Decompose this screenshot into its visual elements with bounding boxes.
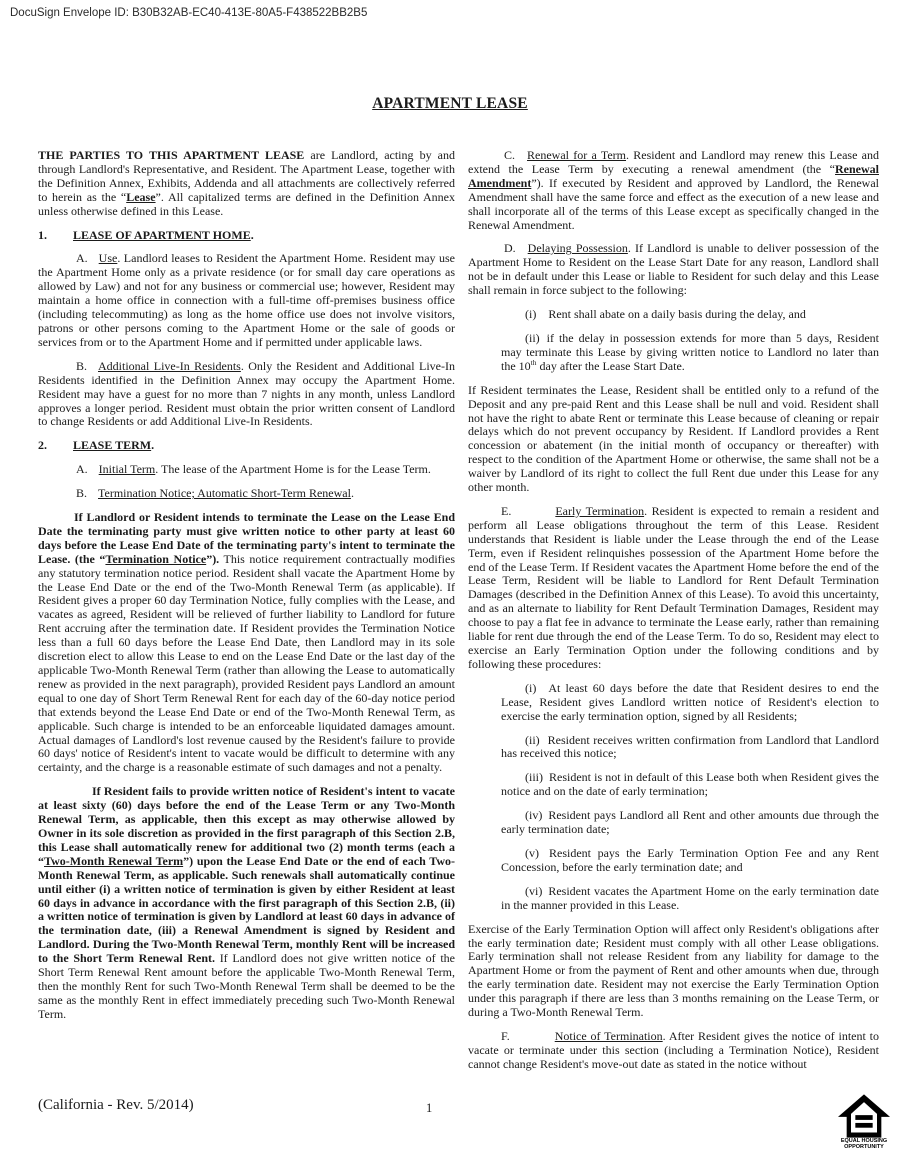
text-run: Rent shall abate on a daily basis during the delay, and xyxy=(548,307,806,322)
text-run: . xyxy=(350,486,354,501)
text-run: Resident pays the Early Termination Option Fee and any Rent Concession, before the early termination date; and xyxy=(501,845,879,874)
section-2a-initial-term xyxy=(38,463,455,477)
text-run: Termination Notice; Automatic Short-Term Renewal xyxy=(98,486,351,501)
text-run: If Resident fails to provide written notice of Resident's intent to vacate at least sixty (60) days before the end of the Lease Term or any Two-Month Renewal Term, as applicable, then this except as may otherwise allowed by Owner in its sole discretion as provided in the first paragraph of this Section 2.B, this Lease shall automatically renew for additional two (2) month terms (each a “ xyxy=(38,784,455,868)
text-run: if the delay in possession extends for more than 5 days, Resident may terminate this Lease by giving written notice to Landlord no later than the 10 xyxy=(501,330,879,373)
text-run: Resident vacates the Apartment Home on the early termination date in the manner provided in this Lease. xyxy=(501,883,879,912)
equal-housing-opportunity-logo xyxy=(833,1094,895,1150)
text-run: (i) xyxy=(525,680,537,695)
text-run: Renewal Amendment xyxy=(468,161,879,190)
page-title xyxy=(0,95,900,113)
docusign-envelope-id: DocuSign Envelope ID: B30B32AB-EC40-413E-80A5-F438522BB2B5 xyxy=(10,7,368,19)
early-termination-item-i xyxy=(468,682,879,724)
text-run: D. xyxy=(504,241,516,256)
text-run: LEASE OF APARTMENT HOME xyxy=(73,227,251,242)
text-run: day after the Lease Start Date. xyxy=(536,358,685,373)
text-run: LEASE TERM xyxy=(73,438,152,453)
left-column xyxy=(38,149,455,1099)
section-2d-delaying-possession xyxy=(468,242,879,298)
text-run: This notice requirement contractually modifies any statutory termination notice period. Resident shall vacate the Apartment Home by the Lease End Date or the end of the Two-Month Renewal Term (as applicable). If Resident gives a proper 60 day Termination Notice, fully complies with the Lease, and vacates as agreed, Resident will be relieved of further liability to Landlord for future Rent accruing after the termination date. If Resident provides the Termination Notice less than a full 60 days before the Lease End Date, then Landlord may in its sole discretion elect to allow this Lease to end on the Lease End Date or the last day of the applicable Two-Month Renewal Term (rather than allowing the Lease to automatically renew as provided in the next paragraph), provided Resident pays Landlord an amount equal to one day of Short Term Renewal Rent for each day of the 60-day notice period that extends beyond the Lease End Date or end of the Two-Month Renewal Term, as applicable. Such charge is intended to be an enforceable liquidated damages amount. Actual damages of Landlord's lost revenue caused by the Resident's failure to provide 60 days' notice of Resident's intent to vacate would be difficult to determine with any certainty, and the charge is a reasonable estimate of such damages and not a penalty. xyxy=(38,551,455,775)
text-run: F. xyxy=(501,1028,510,1043)
page-number: 1 xyxy=(426,1101,433,1115)
section-2f-notice-of-termination xyxy=(468,1030,879,1072)
text-run: . xyxy=(250,227,254,242)
section-1a-use xyxy=(38,252,455,349)
text-run: . After Resident gives the notice of intent to vacate or terminate under this section (including a Termination Notice), Resident cannot change Resident's move-out date as stated in the notice without xyxy=(468,1028,879,1071)
refund-paragraph xyxy=(468,384,879,495)
equal-housing-house-icon xyxy=(838,1094,890,1138)
early-termination-item-v xyxy=(468,847,879,875)
text-run: 2. xyxy=(38,438,47,453)
section-2b-heading xyxy=(38,487,455,501)
text-run: B. xyxy=(76,486,88,501)
text-run: Initial Term xyxy=(98,462,156,477)
early-termination-item-ii xyxy=(468,734,879,762)
early-termination-item-iii xyxy=(468,771,879,799)
text-run: THE PARTIES TO THIS APARTMENT LEASE xyxy=(38,149,305,162)
early-termination-item-iv xyxy=(468,809,879,837)
text-run: At least 60 days before the date that Resident desires to end the Lease, Resident gives Landlord written notice of Resident's election to exercise the early termination option, signed by all Residents; xyxy=(501,680,879,723)
section-2e-early-termination xyxy=(468,505,879,672)
text-run: ”). xyxy=(206,551,220,566)
text-run: are Landlord, acting by and through Landlord's Representative, and Resident. The Apartment Lease, together with the Definition Annex, Exhibits, Addenda and all attachments are collectively referred to herein as the “ xyxy=(38,149,456,204)
document-body xyxy=(38,149,879,1099)
page-title-text: APARTMENT LEASE xyxy=(372,95,528,112)
text-run: (vi) xyxy=(525,883,543,898)
delay-item-i xyxy=(468,308,879,322)
text-run: C. xyxy=(504,149,516,162)
section-1b-additional-residents xyxy=(38,360,455,430)
section-2c-renewal-for-term xyxy=(468,149,879,232)
section-1-heading xyxy=(38,229,455,243)
text-run: Exercise of the Early Termination Option will affect only Resident's obligations after the early termination date; Resident must comply with all other Lease obligations. Early termination shall not release Resident from any liability for damage to the Apartment Home or from the payment of Rent and other amounts when due, through the early termination date. Resident may not exercise the Early Termination Option under this paragraph if there are less than 3 months remaining on the Lease Term, or during a Two-Month Renewal Term. xyxy=(468,921,879,1020)
text-run: Resident pays Landlord all Rent and other amounts due through the early termination date; xyxy=(501,808,879,837)
exercise-option-paragraph xyxy=(468,923,879,1020)
text-run: . Resident is expected to remain a resident and perform all Lease obligations throughout the term of this Lease. Resident understands that Resident is liable under the Lease through the end of the Lease Term, even if Resident relinquishes possession of the Apartment Home before the end of the Lease Term. If Resident vacates the Apartment Home before the end of the Lease Term, Resident will be liable to Landlord for Rent Default Termination Damages (described in the Definition Annex of this Lease). To avoid this uncertainty, and as an alternate to liability for Rent Default Termination Damages, Resident may choose to pay a flat fee in advance to terminate the Lease early, rather than remaining liable for rent due through the end of the Lease Term. To do so, Resident may elect to exercise an Early Termination Option under the following conditions and by following these procedures: xyxy=(468,503,879,671)
delay-item-ii xyxy=(468,332,879,374)
section-2-heading xyxy=(38,439,455,453)
intro-paragraph xyxy=(38,149,455,219)
text-run: (v) xyxy=(525,845,539,860)
text-run: Renewal for a Term xyxy=(527,149,627,162)
text-run: (iii) xyxy=(525,770,543,785)
text-run: If Resident terminates the Lease, Resident shall be entitled only to a refund of the Deposit and any pre-paid Rent and this Lease shall be null and void. Resident shall not have the right to abate Rent or terminate this Lease because of cleaning or repair delays which do not prevent occupancy by Resident. If Landlord provides a Rent concession or abatement (in the initial month of occupancy or thereafter) with respect to the condition of the Apartment Home or otherwise, the same shall not be a waiver by Landlord of its right to collect the full Rent due under this Lease for any other month. xyxy=(468,382,879,495)
text-run: 1. xyxy=(38,227,47,242)
text-run: Delaying Possession xyxy=(527,241,628,256)
text-run: . Only the Resident and Additional Live-In Residents identified in the Definition Annex may occupy the Apartment Home. Resident may have a guest for no more than 7 nights in any month, unless Landlord approves a longer period. Resident must obtain the prior written consent of Landlord to change Residents or add Additional Live-In Residents. xyxy=(38,358,455,429)
early-termination-item-vi xyxy=(468,885,879,913)
text-run: Early Termination xyxy=(555,503,645,518)
text-run: A. xyxy=(76,251,88,266)
text-run: (ii) xyxy=(525,330,540,345)
text-run: th xyxy=(530,357,537,367)
text-run: Resident receives written confirmation from Landlord that Landlord has received this notice; xyxy=(501,732,879,761)
text-run: (i) xyxy=(525,307,537,322)
text-run: Two-Month Renewal Term xyxy=(44,853,184,868)
text-run: Lease xyxy=(126,189,156,204)
eho-label-line2: OPPORTUNITY xyxy=(844,1144,884,1150)
text-run: (ii) xyxy=(525,732,540,747)
text-run: . The lease of the Apartment Home is for the Lease Term. xyxy=(155,462,431,477)
text-run: . If Landlord is unable to deliver possession of the Apartment Home to Resident on the Lease Start Date for any reason, Landlord shall not be in default under this Lease or liable to Resident for such delay and this Lease shall remain in force subject to the following: xyxy=(468,241,879,298)
text-run: Additional Live-In Residents xyxy=(98,358,241,373)
text-run: If Landlord does not give written notice of the Short Term Renewal Rent amount before the applicable Two-Month Renewal Term, then the monthly Rent for such Two-Month Renewal Term shall be deemed to be the same as the monthly Rent in effect immediately preceding such Two-Month Renewal Term. xyxy=(38,951,455,1021)
text-run: . Resident and Landlord may renew this Lease and extend the Lease Term by executing a renewal amendment (the “ xyxy=(468,149,879,176)
right-column xyxy=(468,149,879,1099)
text-run: B. xyxy=(76,358,88,373)
termination-notice-paragraph xyxy=(38,511,455,775)
text-run: . xyxy=(151,438,155,453)
text-run: (iv) xyxy=(525,808,543,823)
automatic-renewal-paragraph xyxy=(38,785,455,1021)
text-run: A. xyxy=(76,462,88,477)
text-run: If Landlord or Resident intends to terminate the Lease on the Lease End Date the terminating party must give written notice to other party at least 60 days before the Lease End Date of the terminating party's intent to terminate the Lease. (the “ xyxy=(38,510,455,566)
text-run: Notice of Termination xyxy=(554,1028,663,1043)
footer-revision: (California - Rev. 5/2014) xyxy=(38,1097,194,1113)
text-run: ”). If executed by Resident and approved by Landlord, the Renewal Amendment shall have the same force and effect as the execution of a new lease and shall incorporate all of the terms of this Lease except as specifically changed in the Renewal Amendment. xyxy=(468,175,879,232)
text-run: Use xyxy=(98,251,118,266)
text-run: E. xyxy=(501,503,512,518)
text-run: ”. All capitalized terms are defined in the Definition Annex unless otherwise defined in this Lease. xyxy=(38,189,455,218)
text-run: Termination Notice xyxy=(105,551,207,566)
text-run: . Landlord leases to Resident the Apartment Home. Resident may use the Apartment Home only as a private residence (or for small day care operations as allowed by Law) and not for any business or commercial use; however, Resident may maintain a home office in connection with a full-time off-premises business office (including telecommuting) as long as the home office use does not involve visitors, patrons or other persons coming to the Apartment Home or the sale of goods or services from or to the Apartment Home and if permitted under applicable laws. xyxy=(38,251,455,349)
text-run: ”) upon the Lease End Date or the end of each Two-Month Renewal Term, as applicable. Such renewals shall automatically continue until either (i) a written notice of termination is given by either Resident at least 60 days in advance in accordance with the first paragraph of this Section 2.B, (ii) a written notice of termination is given by Landlord at least 60 days in advance of the termination date, (iii) a Renewal Amendment is signed by Resident and Landlord. During the Two-Month Renewal Term, monthly Rent will be increased to the Short Term Renewal Rent. xyxy=(38,853,455,966)
eho-label-line1: EQUAL HOUSING xyxy=(840,1138,888,1144)
text-run: Resident is not in default of this Lease both when Resident gives the notice and on the date of early termination; xyxy=(501,770,879,799)
